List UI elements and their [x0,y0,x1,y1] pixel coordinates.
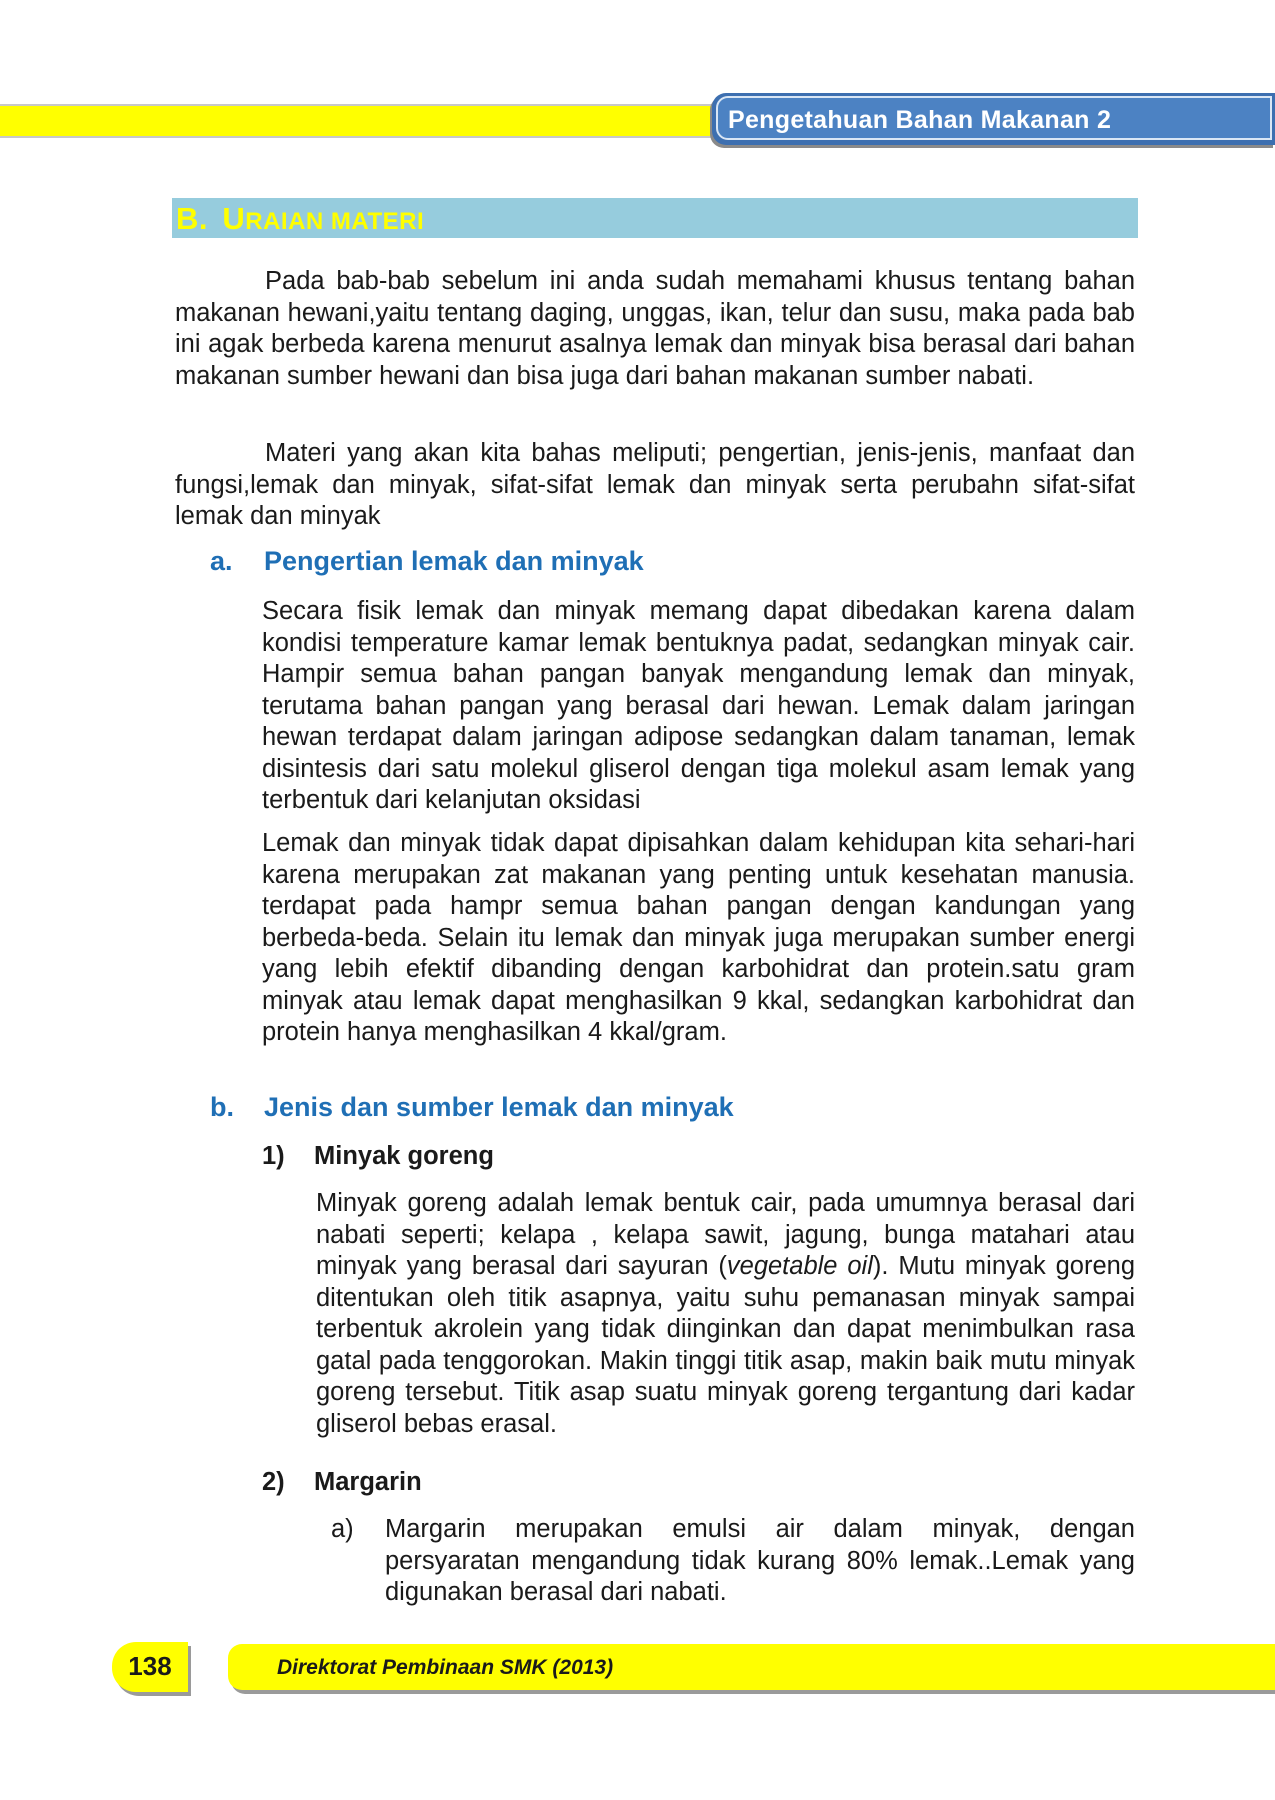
item-2-marker: 2) [262,1468,285,1496]
header-title: Pengetahuan Bahan Makanan 2 [716,96,1272,140]
subsection-b-heading [210,1092,734,1123]
section-heading [172,198,1138,238]
subsection-a-heading [210,546,644,577]
header-stripe [0,104,720,138]
item-1-heading [262,1142,494,1171]
footer-publisher: Direktorat Pembinaan SMK (2013) [277,1656,614,1679]
item-1-text-italic: vegetable oil [726,1252,873,1280]
item-1-marker: 1) [262,1142,285,1170]
subsection-b-marker: b. [210,1092,234,1122]
page-number: 138 [112,1642,188,1692]
item-2-sub-a-text: Margarin merupakan emulsi air dalam minyak, dengan persyaratan mengandung tidak kurang 80% lemak..Lemak yang digunakan berasal dari nabati. [385,1515,1135,1606]
subsection-a-paragraph-2: Lemak dan minyak tidak dapat dipisahkan dalam kehidupan kita sehari-hari karena merupakan zat makanan yang penting untuk kesehatan manusia. terdapat pada hampr semua bahan pangan dengan kandungan yang berbeda-beda. Selain itu lemak dan minyak juga merupakan sumber energi yang lebih efektif dibanding dengan karbohidrat dan protein.satu gram minyak atau lemak dapat menghasilkan 9 kkal, sedangkan karbohidrat dan protein hanya menghasilkan 4 kkal/gram. [262,829,1135,1046]
section-title-rest: RAIAN MATERI [245,208,425,235]
subsection-a-paragraph-1: Secara fisik lemak dan minyak memang dapat dibedakan karena dalam kondisi temperature kamar lemak bentuknya padat, sedangkan minyak cair. Hampir semua bahan pangan banyak mengandung lemak dan minyak, terutama bahan pangan yang berasal dari hewan. Lemak dalam jaringan hewan terdapat dalam jaringan adipose sedangkan dalam tanaman, lemak disintesis dari satu molekul gliserol dengan tiga molekul asam lemak yang terbentuk dari kelanjutan oksidasi [262,597,1135,814]
item-1-text-2: ). Mutu minyak goreng ditentukan oleh titik asapnya, yaitu suhu pemanasan minyak sampai terbentuk akrolein yang tidak diinginkan dan dapat menimbulkan rasa gatal pada tenggorokan. Makin tinggi titik asap, makin baik mutu minyak goreng tersebut. Titik asap suatu minyak goreng tergantung dari kadar gliserol bebas erasal. [316,1252,1135,1438]
item-2-sub-a-marker: a) [331,1515,354,1543]
item-2-heading [262,1468,422,1497]
item-1-text-1: Minyak goreng adalah lemak bentuk cair, pada umumnya berasal dari nabati seperti; kelapa , kelapa sawit, jagung, bunga matahari atau minyak yang berasal dari sayuran ( [316,1189,1135,1280]
item-1-title: Minyak goreng [314,1142,494,1170]
item-1-paragraph [316,1188,1135,1440]
subsection-b-title: Jenis dan sumber lemak dan minyak [264,1092,734,1122]
subsection-a-marker: a. [210,546,233,576]
item-2-sub-a [331,1514,1135,1609]
intro-paragraph-2: Materi yang akan kita bahas meliputi; pengertian, jenis-jenis, manfaat dan fungsi,lemak dan minyak, sifat-sifat lemak dan minyak serta perubahn sifat-sifat lemak dan minyak [175,439,1135,530]
section-marker: B. [176,201,208,236]
subsection-a-title: Pengertian lemak dan minyak [264,546,644,576]
section-title-initial: U [222,201,246,236]
intro-paragraph-1: Pada bab-bab sebelum ini anda sudah memahami khusus tentang bahan makanan hewani,yaitu tentang daging, unggas, ikan, telur dan susu, maka pada bab ini agak berbeda karena menurut asalnya lemak dan minyak bisa berasal dari bahan makanan sumber hewani dan bisa juga dari bahan makanan sumber nabati. [175,267,1135,390]
item-2-title: Margarin [314,1468,422,1496]
